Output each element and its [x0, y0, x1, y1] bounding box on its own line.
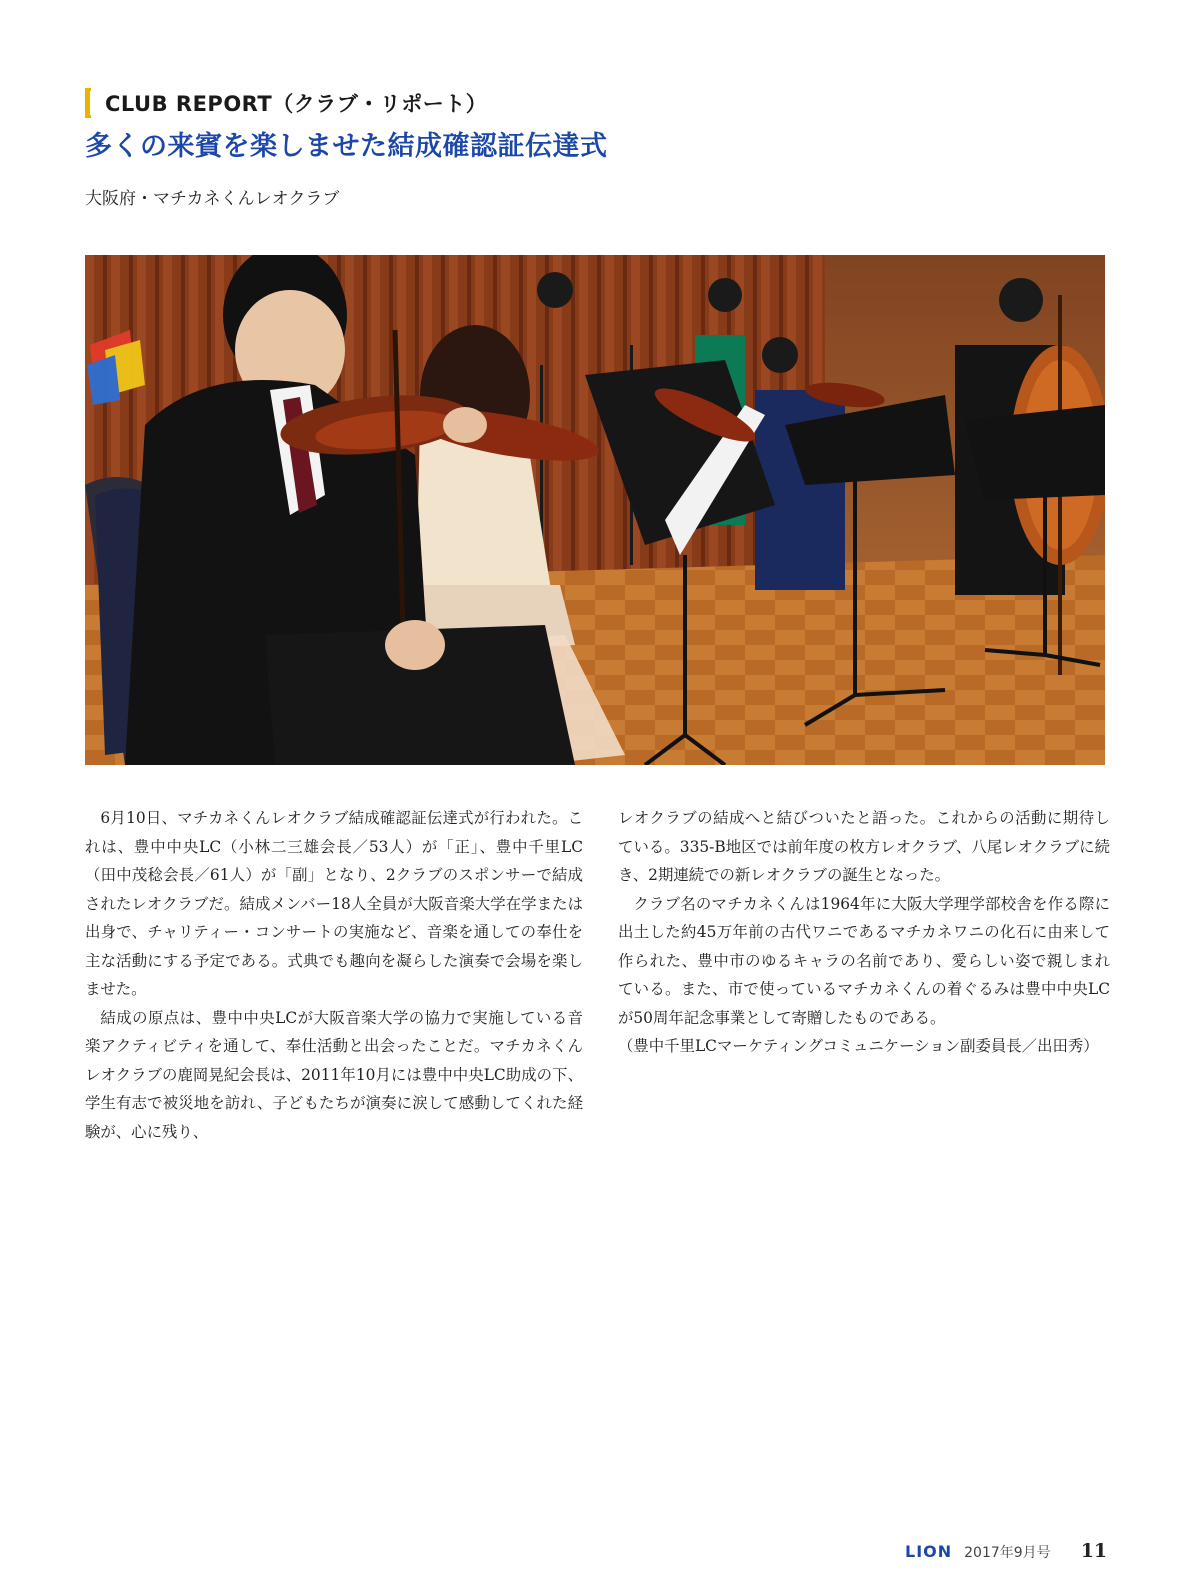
section-header — [85, 88, 487, 118]
body-paragraph: クラブ名のマチカネくんは1964年に大阪大学理学部校舎を作る際に出土した約45万年前の古代ワニであるマチカネワニの化石に由来して作られた、豊中市のゆるキャラの名前であり、愛らしい姿で親しまれている。また、市で使っているマチカネくんの着ぐるみは豊中中央LCが50周年記念事業として寄贈したものである。 — [618, 894, 1110, 1027]
article-headline: 多くの来賓を楽しませた結成確認証伝達式 — [85, 131, 608, 162]
page-number: 11 — [1080, 1540, 1108, 1562]
footer-issue: 2017年9月号 — [964, 1545, 1051, 1561]
section-label: CLUB REPORT（クラブ・リポート） — [105, 92, 488, 116]
article-subhead: 大阪府・マチカネくんレオクラブ — [85, 189, 340, 209]
article-column-left — [85, 804, 583, 1146]
article-column-right — [618, 804, 1110, 1061]
section-bracket — [85, 88, 91, 118]
page-footer — [905, 1540, 1107, 1566]
article-byline: （豊中千里LCマーケティングコミュニケーション副委員長／出田秀） — [618, 1037, 1099, 1055]
article-photo — [85, 255, 1105, 765]
body-paragraph: 結成の原点は、豊中中央LCが大阪音楽大学の協力で実施している音楽アクティビティを通して、奉仕活動と出会ったことだ。マチカネくんレオクラブの鹿岡晃紀会長は、2011年10月には豊中中央LC助成の下、学生有志で被災地を訪れ、子どもたちが演奏に涙して感動してくれた経験が、心に残り、 — [85, 1008, 583, 1141]
body-paragraph: レオクラブの結成へと結びついたと語った。これからの活動に期待している。335‐B地区では前年度の枚方レオクラブ、八尾レオクラブに続き、2期連続での新レオクラブの誕生となった。 — [618, 809, 1110, 884]
body-paragraph: 6月10日、マチカネくんレオクラブ結成確認証伝達式が行われた。これは、豊中中央LC（小林二三雄会長／53人）が「正」、豊中千里LC（田中茂稔会長／61人）が「副」となり、2クラブのスポンサーで結成されたレオクラブだ。結成メンバー18人全員が大阪音楽大学在学または出身で、チャリティー・コンサートの実施など、音楽を通しての奉仕を主な活動にする予定である。式典でも趣向を凝らした演奏で会場を楽しませた。 — [85, 809, 583, 998]
footer-brand: LION — [905, 1542, 953, 1561]
